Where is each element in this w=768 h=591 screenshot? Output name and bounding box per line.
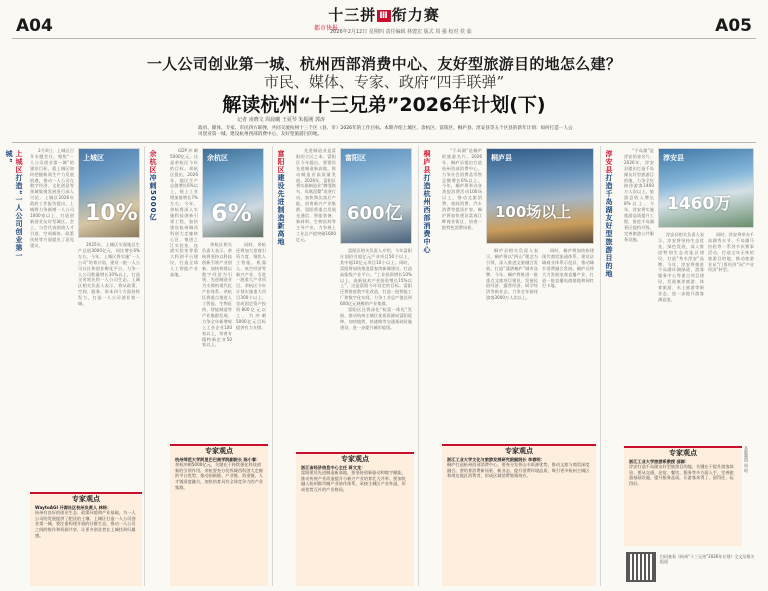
headline-main: 一人公司创业第一城、杭州西部消费中心、友好型旅游目的地怎么建？ — [146, 55, 622, 73]
headline-title: 解读杭州“十三兄弟”2026年计划(下) — [222, 94, 546, 116]
article-text: 桐庐县相关负责人表示，桐庐将以“两山”理念为引领，深入推进文旅融合发展，打造“潇洒桐庐”城市品牌。今年，桐庐将推进一批重点文旅项目建设，发展民宿经济、露营经济、研学经济等新业态，力争全年接待游客3000万人次以上。 — [486, 248, 538, 301]
expert-heading: 专家观点 — [72, 495, 100, 503]
section-city: 富阳区 — [277, 150, 285, 174]
expert-heading: 专家观点 — [205, 447, 233, 455]
article-text: 同时，淳安将举办千岛湖秀水节、千岛湖马拉松等一系列节庆赛事活动，打造全年无休的旅游目的地，推动旅游业从“门票经济”向“产业经济”转型。 — [708, 232, 754, 273]
lead-rule — [12, 142, 756, 143]
article-text: 同时，桐庐将加快构建现代商贸流通体系，建设县域商业体系示范县，推动城乡消费融合发展。桐庐还将大力发展电商直播产业，打造一批直播电商基地和网红打卡地。 — [542, 248, 594, 289]
expert-heading: 专家观点 — [341, 455, 369, 463]
expert-text: 富阳建设先进制造新高地，要坚持创新驱动和数字赋能，推动传统产业改造提升与新兴产业培育壮大并举。要加快融入杭州都市圈产业协作体系，承接主城区产业外溢，形成优势互补的产业格局。 — [301, 470, 406, 492]
section-label-yuhang — [148, 150, 158, 250]
expert-name: WaytoAGI 开源社区杭州负责人 林杨： — [35, 504, 112, 510]
expert-heading: 专家观点 — [669, 449, 697, 457]
qr-note: 扫码查看《杭州“十三兄弟”2026年计划》全文及相关报道 — [660, 554, 755, 564]
right-page-number: A05 — [715, 16, 752, 36]
section-title: 建设先进制造新高地 — [277, 174, 285, 246]
masthead-sub: 都市快报 — [314, 25, 339, 32]
article-text: 2月4日，上城区召开专题会议，聚焦“一人公司创业第一城”的建设目标，就上城区如何把握新质生产力发展机遇，推动一人公司在数字经济、文化创意等领域集聚发展进行深入讨论。上城区2026年政府工作报告提出，上城将力争新增一人公司1000家以上，打造创新创业友好型城区。会上，与会代表围绕人才引进、空间载体、政策扶持等方面提出了意见建议。 — [30, 148, 74, 248]
article-text: 富阳区相关负责人介绍，今年富阳计划招引超亿元产业项目50个以上，其中超10亿元项目10个以上。同时，富阳将加快推进富春湾新城建设，打造高能级产业平台。“工业投资增长10%以上，高新技术产业投资增长15%以上”，这是富阳今年设定的目标。富阳还将推进数字化改造，打造一批智能工厂和数字化车间，力争工业总产值达到600亿元规模的产业集群。 — [340, 248, 412, 307]
section-label-chunan — [604, 150, 614, 280]
article-text: “千岛湖”是淳安的金名片。2026年，淳安县提出打造千岛湖友好型旅游目的地，力争全年接待游客1460万人次以上，旅游总收入增长8%以上。今年，淳安将实施旅游品质提升工程，推进千岛湖景区提档升级，完善旅游公共服务设施。 — [624, 148, 654, 242]
article-text: 先进制造业是富阳的立区之本。富阳区今年提出，要建设先进制造新高地，推动制造业高质量发展。2026年，富阳区将实施制造业“腾笼换鸟、凤凰涅槃”攻坚行动，加快淘汰落后产能，培育新兴产业集群。富阳将重点发展光通信、智能装备、新材料、生物医药等主导产业，力争规上工业总产值突破1600亿元。 — [296, 148, 336, 242]
lead-paragraph: 政府、媒体、专家、市民四方联弹，共同交流杭州十三个区（县、市）2026年的工作目标。本期介绍上城区、余杭区、富阳区、桐庐县、淳安县等五个区县的新年计划：如何打造一人公司创业第一城、建设杭州西部消费中心、友好型旅游目的地。 — [198, 126, 573, 138]
left-page-number: A04 — [16, 16, 53, 36]
photo-figure: 100场以上 — [495, 203, 572, 221]
masthead-title — [300, 4, 468, 25]
photo-yuhang — [202, 148, 264, 238]
article-chunan-a — [624, 148, 654, 298]
photo-caption: 淳安县 — [663, 154, 684, 162]
article-text: 2025年，上城区实现地区生产总值3000亿元，同比增长6%左右。今年，上城区将实施“一人公司”培育计划，建设一批一人公司社区和创业孵化平台，力争一人公司数量增长10%以上，打造全省领先的一人公司生态。上城区相关负责人表示，将从政策、空间、服务、资本四个方面持续发力，打造一人公司创业第一城。 — [78, 242, 140, 307]
article-text: GDP冲刺5000亿元。这是余杭区今年的目标。余杭区提出，2026年，地区生产总值增长6%以上，规上工业增加值增长7%左右。今年，余杭将深入实施科技创新引领工程，加快建设杭州城西科创大走廊核心区，推进之江实验室、良渚实验室等重大科创平台建设，打造全球人工智能产业高地。 — [170, 148, 198, 278]
expert-text: 桐庐打造杭州西部消费中心，要充分发挥山水资源优势，推动文旅与商贸深度融合。要培育消费新场景、新业态，提升消费环境品质，吸引更多杭州主城区和周边地区消费者，形成区域消费集聚效应。 — [447, 462, 590, 479]
section-city: 余杭区 — [149, 150, 157, 174]
top-rule — [12, 38, 756, 39]
photo-caption: 桐庐县 — [491, 154, 512, 162]
article-tonglu-a — [442, 148, 482, 438]
section-title: 打造“一人公司创业第一城” — [5, 150, 23, 260]
photo-caption: 富阳区 — [345, 154, 366, 162]
article-text: 同时，余杭还将加大招商引资力度，聚焦人工智能、机器人、低空经济等新兴产业，引进一批重大产业项目。余杭区今年计划实施重大项目300个以上，完成固定资产投资800亿元以上，为冲刺5000亿元目标提供有力支撑。 — [236, 242, 266, 330]
expert-name: 杭州师范大学阿里巴巴商学院副院长 陈小春： — [175, 456, 261, 462]
photo-caption: 余杭区 — [207, 154, 228, 162]
headline-sub: 市民、媒体、专家、政府“四手联弹” — [263, 73, 505, 91]
expert-name: 浙江工业大学旅游系教授 邵群： — [629, 458, 690, 464]
photo-figure: 6% — [211, 199, 252, 227]
photo-shangcheng — [78, 148, 140, 238]
expert-text: 淳安打造千岛湖友好型旅游目的地，关键在于提升游客体验。要从交通、住宿、餐饮、服务等多方面入手，完善旅游基础设施，提升服务品质，让游客来得了、留得住、玩得好。 — [629, 464, 734, 486]
photo-fuyang — [340, 148, 412, 244]
masthead-badge: Ⅲ — [379, 10, 389, 21]
column-divider — [600, 146, 601, 586]
article-text: 富阳区还将深化“杭富一体化”发展，推动杭州主城区优质资源向富阳延伸，加快地铁、快速路等交通基础设施建设，进一步提升城市能级。 — [340, 307, 412, 330]
article-yuhang-c — [236, 242, 266, 438]
expert-name: 浙江工业大学文化与旅游发展研究院副院长 李春明： — [447, 456, 545, 462]
expert-text: 余杭冲刺5000亿元，关键在于持续强化科技创新的引领作用。余杭要充分发挥城西科创大走廊的平台优势，推动创新链、产业链、资金链、人才链深度融合，加快培育具有全球竞争力的产业集群。 — [175, 462, 263, 490]
article-shangcheng-a — [30, 148, 74, 380]
masthead-title-a: 十三拼 — [328, 6, 377, 24]
photo-caption: 上城区 — [83, 154, 104, 162]
design-credit: 本版制图 周 昭 — [744, 446, 749, 473]
expert-box-tonglu — [442, 444, 596, 586]
article-fuyang-b — [340, 248, 412, 448]
photo-figure: 1460万 — [667, 194, 732, 214]
article-fuyang-a — [296, 148, 336, 448]
photo-figure: 10% — [85, 201, 138, 226]
expert-box-chunan — [624, 446, 742, 546]
expert-text: 杭州有良好的创业生态、政策环境和产业基础，为一人公司的发展提供了肥沃的土壤。上城区打造一人公司创业第一城，要注重构建开放的社群生态，推动一人公司之间的协作和资源共享，让更多创业者在上城找到归属感。 — [35, 510, 136, 538]
article-tonglu-c — [542, 248, 594, 438]
masthead-meta: 2026年2月12日 星期四 责任编辑 林建宏 版式 周 强 校对 侯 茹 — [330, 29, 472, 35]
photo-tonglu — [486, 148, 594, 244]
expert-name: 浙江省经济信息中心主任 蒋文龙： — [301, 464, 366, 470]
section-city: 上城区 — [15, 150, 23, 174]
byline: 记者 凌晓文 周晨曦 王夏琴 朱振刚 郭涛 — [237, 117, 325, 123]
section-label-shangcheng — [4, 150, 24, 270]
expert-box-fuyang — [296, 452, 414, 586]
masthead — [300, 4, 468, 50]
section-city: 桐庐县 — [423, 150, 431, 174]
expert-heading: 专家观点 — [505, 447, 533, 455]
photo-figure: 600亿 — [347, 203, 403, 224]
article-text: 余杭区相关负责人表示，余杭将坚持以科技创新引领产业创新，加快构建以数字经济为引领、先进制造业为支撑的现代化产业体系。余杭区将重点推进人工智能、生物医药、智能制造等产业集群发展，力争全年新增规上工业企业100家以上，培育专精特新企业50家以上。 — [202, 242, 232, 348]
article-shangcheng-b — [78, 242, 140, 490]
expert-box-yuhang — [170, 444, 268, 586]
photo-chunan — [658, 148, 754, 228]
section-city: 淳安县 — [605, 150, 613, 174]
article-chunan-c — [708, 232, 754, 442]
section-title: 打造千岛湖友好型旅游目的地 — [605, 174, 613, 278]
column-divider — [418, 146, 419, 586]
article-yuhang-b — [202, 242, 232, 438]
article-yuhang-a — [170, 148, 198, 438]
qr-code-icon[interactable] — [626, 552, 656, 582]
article-text: 淳安县相关负责人表示，淳安将坚持生态优先、绿色发展，深入推进特别生态功能区建设，打造“秀水淳安”品牌。今年，淳安将推进千岛湖环湖绿道、游客服务中心等重点项目建设，发展康养旅游、体育旅游、水上旅游等新业态，进一步提升游客满意度。 — [658, 232, 704, 302]
article-tonglu-b — [486, 248, 538, 438]
column-divider — [144, 146, 145, 586]
section-label-fuyang — [276, 150, 286, 260]
masthead-title-b: 衔力赛 — [391, 6, 440, 24]
section-label-tonglu — [422, 150, 432, 260]
column-divider — [272, 146, 273, 586]
section-title: 冲刺5000亿 — [149, 174, 157, 222]
article-text: “千岛湖”是桐庐的旅游名片。2026年，桐庐县提出打造杭州西部消费中心，力争社会消费品零售总额增长6%以上。今年，桐庐将举办各类促消费活动100场以上，推动文旅消费、夜间消费、汽车消费等提质扩容。桐庐将加快建设富春江畔商业街区，培育一批特色消费场景。 — [442, 148, 482, 230]
article-chunan-b — [658, 232, 704, 442]
expert-box-shangcheng — [30, 492, 142, 586]
section-title: 打造杭州西部消费中心 — [423, 174, 431, 254]
